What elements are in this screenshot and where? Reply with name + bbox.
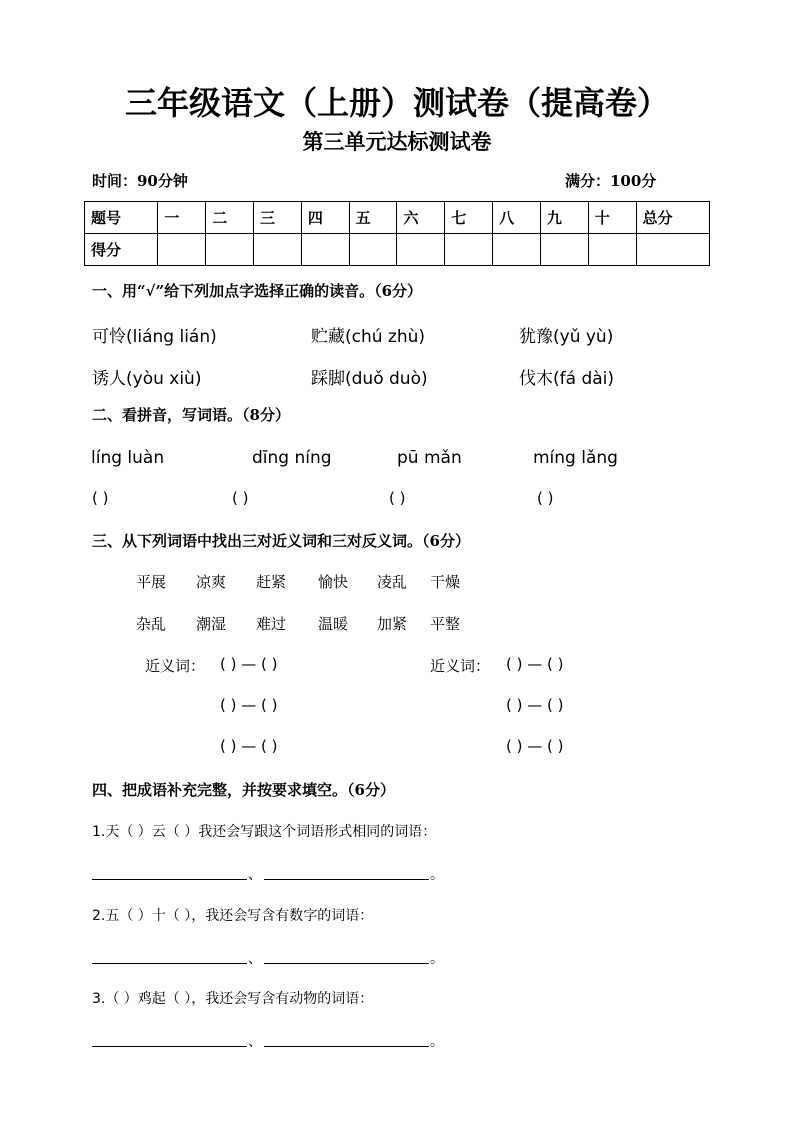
word-pair-blank[interactable]: ( ) — ( ) (506, 655, 564, 673)
score-input-cell[interactable] (445, 234, 493, 266)
answer-line[interactable] (92, 879, 247, 880)
end-mark: 。 (430, 867, 444, 883)
word-option: 温暖 (318, 615, 349, 633)
word-option: 潮湿 (196, 615, 227, 633)
word-option: 愉快 (318, 573, 349, 591)
reading-choice-item[interactable]: 伐木(fá dài) (519, 369, 615, 389)
score-row-label: 得分 (85, 234, 158, 266)
score-input-cell[interactable] (158, 234, 206, 266)
synonym-label: 近义词： (430, 657, 491, 675)
word-option: 凉爽 (196, 573, 227, 591)
score-header-cell: 九 (540, 202, 588, 234)
score-header-cell: 四 (301, 202, 349, 234)
full-score: 满分：100分 (565, 172, 657, 190)
page-title: 三年级语文（上册）测试卷（提高卷） (124, 84, 669, 122)
score-input-cell[interactable] (206, 234, 254, 266)
pinyin-prompt: dīng níng (252, 448, 332, 468)
score-header-cell: 三 (254, 202, 302, 234)
score-input-cell[interactable] (540, 234, 588, 266)
score-table-header-row (85, 202, 710, 234)
answer-line[interactable] (92, 1046, 247, 1047)
reading-choice-item[interactable]: 可怜(liáng lián) (92, 327, 217, 347)
answer-bracket[interactable]: ( ) (92, 489, 109, 507)
separator: 、 (248, 951, 262, 967)
score-header-cell: 六 (397, 202, 445, 234)
score-header-cell: 题号 (85, 202, 158, 234)
word-option: 平整 (430, 615, 461, 633)
word-option: 平展 (136, 573, 167, 591)
score-input-cell[interactable] (397, 234, 445, 266)
end-mark: 。 (430, 1034, 444, 1050)
word-pair-blank[interactable]: ( ) — ( ) (220, 737, 278, 755)
score-header-cell: 一 (158, 202, 206, 234)
separator: 、 (248, 867, 262, 883)
idiom-question-1: 1.天（ ）云（ ）我还会写跟这个词语形式相同的词语： (92, 824, 437, 840)
word-option: 难过 (256, 615, 287, 633)
word-pair-blank[interactable]: ( ) — ( ) (220, 696, 278, 714)
end-mark: 。 (430, 951, 444, 967)
word-option: 加紧 (377, 615, 408, 633)
exam-time: 时间：90分钟 (92, 172, 188, 190)
word-pair-blank[interactable]: ( ) — ( ) (506, 696, 564, 714)
answer-bracket[interactable]: ( ) (232, 489, 249, 507)
reading-choice-item[interactable]: 诱人(yòu xiù) (92, 369, 202, 389)
score-table-score-row (85, 234, 710, 266)
answer-bracket[interactable]: ( ) (537, 489, 554, 507)
score-input-cell[interactable] (493, 234, 541, 266)
word-pair-blank[interactable]: ( ) — ( ) (506, 737, 564, 755)
word-option: 干燥 (430, 573, 461, 591)
score-header-cell: 七 (445, 202, 493, 234)
score-input-cell[interactable] (588, 234, 636, 266)
score-header-cell: 八 (493, 202, 541, 234)
reading-choice-item[interactable]: 踩脚(duǒ duò) (311, 369, 428, 389)
idiom-question-3: 3.（ ）鸡起（ ），我还会写含有动物的词语： (92, 991, 374, 1007)
synonym-label: 近义词： (145, 657, 206, 675)
word-option: 赶紧 (256, 573, 287, 591)
reading-choice-item[interactable]: 犹豫(yǔ yù) (519, 327, 614, 347)
section3-heading: 三、从下列词语中找出三对近义词和三对反义词。（6分） (92, 532, 470, 550)
score-header-cell: 二 (206, 202, 254, 234)
separator: 、 (248, 1034, 262, 1050)
score-table (84, 201, 710, 266)
answer-line[interactable] (92, 963, 247, 964)
score-header-cell: 五 (349, 202, 397, 234)
section1-heading: 一、用“√”给下列加点字选择正确的读音。（6分） (92, 282, 423, 300)
word-option: 凌乱 (377, 573, 408, 591)
idiom-question-2: 2.五（ ）十（ ），我还会写含有数字的词语： (92, 908, 374, 924)
answer-bracket[interactable]: ( ) (389, 489, 406, 507)
section2-heading: 二、看拼音，写词语。（8分） (92, 406, 290, 424)
score-header-cell: 十 (588, 202, 636, 234)
score-input-cell[interactable] (301, 234, 349, 266)
page-subtitle: 第三单元达标测试卷 (302, 129, 492, 154)
pinyin-prompt: pū mǎn (397, 448, 462, 468)
score-input-cell[interactable] (349, 234, 397, 266)
answer-line[interactable] (264, 879, 429, 880)
score-input-cell[interactable] (254, 234, 302, 266)
section4-heading: 四、把成语补充完整，并按要求填空。（6分） (92, 781, 395, 799)
word-option: 杂乱 (136, 615, 167, 633)
score-header-cell: 总分 (636, 202, 709, 234)
score-input-cell[interactable] (636, 234, 709, 266)
pinyin-prompt: míng lǎng (533, 448, 618, 468)
answer-line[interactable] (264, 963, 429, 964)
reading-choice-item[interactable]: 贮藏(chú zhù) (311, 327, 426, 347)
answer-line[interactable] (264, 1046, 429, 1047)
pinyin-prompt: líng luàn (91, 448, 165, 468)
word-pair-blank[interactable]: ( ) — ( ) (220, 655, 278, 673)
